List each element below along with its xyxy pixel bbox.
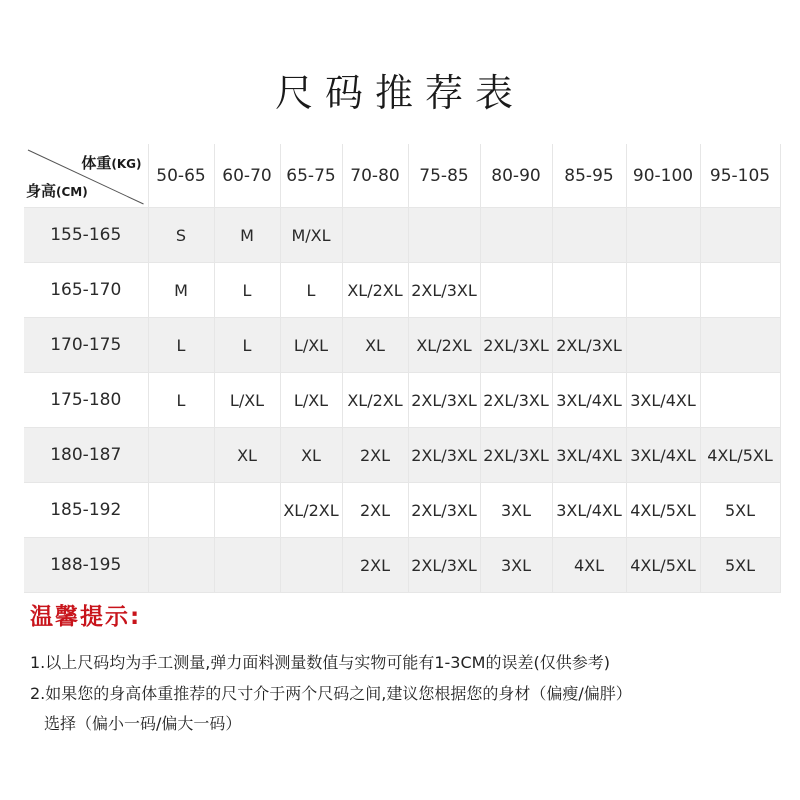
size-cell: 3XL/4XL [552,428,626,483]
page-title: 尺码推荐表 [274,71,525,115]
size-cell: XL [214,428,280,483]
size-cell: 2XL/3XL [552,318,626,373]
weight-column-header: 90-100 [626,144,700,208]
size-cell: 5XL [700,538,780,593]
size-cell: L/XL [280,373,342,428]
size-cell: M/XL [280,208,342,263]
tips-title: 温馨提示: [30,604,142,630]
size-cell: 4XL/5XL [626,483,700,538]
table-row [24,208,780,263]
size-cell: 3XL [480,538,552,593]
size-cell: XL/2XL [408,318,480,373]
size-cell: 2XL/3XL [408,263,480,318]
size-cell: 2XL/3XL [408,483,480,538]
weight-column-header: 65-75 [280,144,342,208]
table-row [24,538,780,593]
size-cell: 2XL [342,538,408,593]
header-row [24,144,780,208]
size-cell: 2XL/3XL [408,538,480,593]
weight-column-header: 85-95 [552,144,626,208]
size-cell: 2XL/3XL [408,373,480,428]
size-cell: L [148,373,214,428]
size-cell [480,263,552,318]
height-row-header: 180-187 [24,428,148,483]
height-row-header: 188-195 [24,538,148,593]
size-cell [626,263,700,318]
size-cell [148,428,214,483]
size-cell [408,208,480,263]
size-cell [626,318,700,373]
height-row-header: 155-165 [24,208,148,263]
size-cell: 4XL [552,538,626,593]
height-label-text: 身高 [26,182,57,200]
size-cell: 2XL [342,428,408,483]
size-cell: XL [342,318,408,373]
size-cell: 3XL/4XL [626,428,700,483]
weight-column-header: 70-80 [342,144,408,208]
size-cell: S [148,208,214,263]
weight-unit-text: (KG) [111,157,142,171]
size-cell [214,538,280,593]
weight-column-header: 80-90 [480,144,552,208]
size-cell [700,208,780,263]
size-cell: 2XL/3XL [480,318,552,373]
weight-column-header: 60-70 [214,144,280,208]
size-cell: XL/2XL [280,483,342,538]
height-row-header: 175-180 [24,373,148,428]
size-cell: L [280,263,342,318]
size-cell [700,263,780,318]
weight-axis-label [81,152,141,173]
height-unit-text: (CM) [56,185,88,199]
size-cell [552,263,626,318]
table-body [24,208,780,593]
height-row-header: 165-170 [24,263,148,318]
size-cell [342,208,408,263]
size-cell: L [214,263,280,318]
size-recommendation-table [24,144,781,593]
size-cell [148,483,214,538]
size-cell: XL/2XL [342,373,408,428]
tip-line-3: 选择（偏小一码/偏大一码） [44,714,242,733]
table-corner-header [24,144,148,208]
size-cell: 3XL [480,483,552,538]
size-cell: L [148,318,214,373]
size-cell [552,208,626,263]
size-cell [148,538,214,593]
size-cell: 3XL/4XL [626,373,700,428]
size-cell: 2XL/3XL [408,428,480,483]
size-cell: M [148,263,214,318]
table-row [24,373,780,428]
size-cell: L/XL [280,318,342,373]
table-row [24,318,780,373]
weight-column-header: 95-105 [700,144,780,208]
size-cell: 5XL [700,483,780,538]
size-cell [626,208,700,263]
size-cell: XL/2XL [342,263,408,318]
size-cell: 3XL/4XL [552,373,626,428]
table-row [24,483,780,538]
weight-column-header: 75-85 [408,144,480,208]
tip-line-1: 1.以上尺码均为手工测量,弹力面料测量数值与实物可能有1-3CM的误差(仅供参考) [30,653,610,672]
size-cell [214,483,280,538]
size-cell: 2XL/3XL [480,373,552,428]
weight-column-header: 50-65 [148,144,214,208]
size-cell: L [214,318,280,373]
size-cell: L/XL [214,373,280,428]
size-cell [700,373,780,428]
table-row [24,428,780,483]
size-cell: M [214,208,280,263]
size-cell: 2XL/3XL [480,428,552,483]
size-cell [700,318,780,373]
size-cell: XL [280,428,342,483]
size-cell: 4XL/5XL [700,428,780,483]
height-row-header: 170-175 [24,318,148,373]
height-row-header: 185-192 [24,483,148,538]
height-axis-label [26,180,88,201]
weight-label-text: 体重 [81,154,112,172]
tip-line-2: 2.如果您的身高体重推荐的尺寸介于两个尺码之间,建议您根据您的身材（偏瘦/偏胖） [30,684,632,703]
size-cell [480,208,552,263]
size-cell: 2XL [342,483,408,538]
size-cell: 3XL/4XL [552,483,626,538]
size-cell: 4XL/5XL [626,538,700,593]
table-row [24,263,780,318]
size-cell [280,538,342,593]
